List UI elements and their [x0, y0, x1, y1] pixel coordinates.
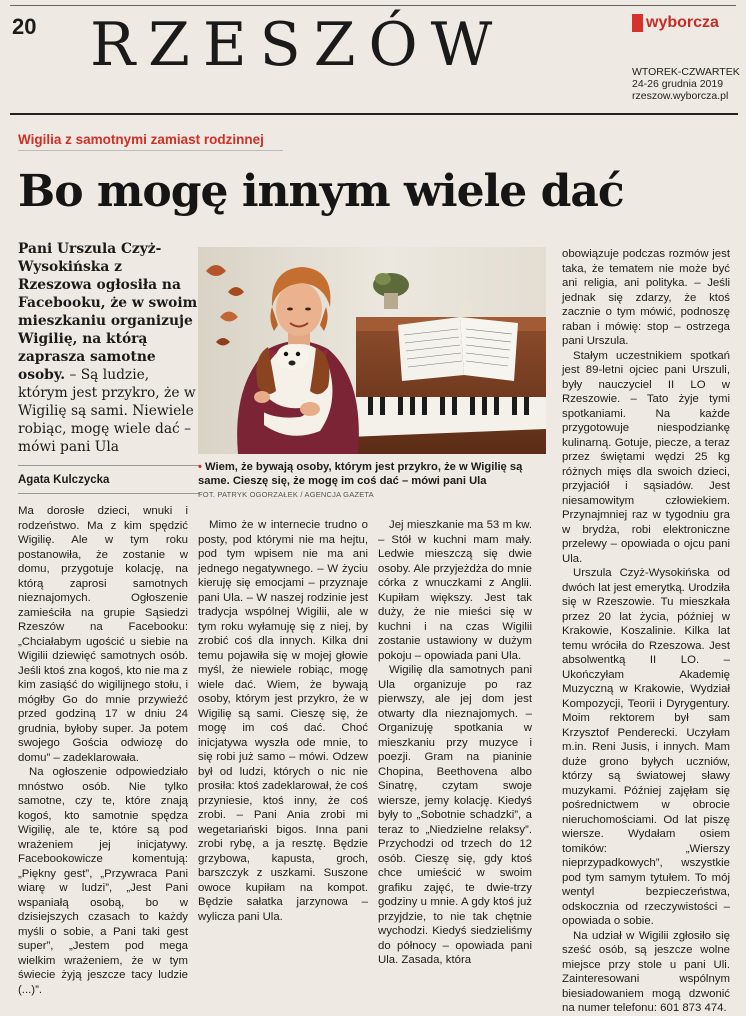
photo-caption — [198, 460, 538, 488]
date-range: 24-26 grudnia 2019 — [632, 78, 724, 90]
paragraph: Na udział w Wigilii zgłosiło się sześć osób, są jeszcze wolne miejsce przy stole u pani Uli. Zainteresowani wspólnym biesiadowaniem mogą dzwonić na numer telefonu: 601 873 474. — [562, 929, 730, 1014]
paragraph: Stałym uczestnikiem spotkań jest 89-letni ojciec pani Urszuli, były nauczyciel II LO w Rzeszowie. – Tato żyje tymi spotkaniami. Na każde przygotowuje niespodziankę kulinarną. Gotuje, piecze, a teraz przez świętami wędzi 25 kg różnych mięs dla swoich dzieci, przyjaciół i sąsiadów. Jest niesamowitym człowiekiem. Przynajmniej raz w tygodniu gra w brydża, robi elektroniczne przelewy – opowiada o ojcu pani Ula. — [562, 349, 730, 565]
text-column-3 — [378, 518, 532, 968]
masthead-title: RZESZÓW — [90, 10, 506, 80]
text-column-1 — [18, 504, 188, 997]
lead-bold: Pani Urszula Czyż-Wysokińska z Rzeszowa ogłosiła na Facebooku, że w swoim mieszkaniu organizuje Wigilię, na którą zaprasza samotne osoby. — [18, 241, 198, 383]
caption-bullet-icon: • — [198, 461, 206, 473]
lead-divider — [18, 465, 200, 466]
dateline — [632, 66, 740, 102]
kicker-underline — [18, 150, 283, 151]
text-column-2 — [198, 518, 368, 924]
paragraph: Mimo że w internecie trudno o posty, pod którymi nie ma hejtu, pod tym wpisem nie ma ani jednego negatywnego. – W życiu kieruję się emocjami – przyznaje pani Ula. – W naszej rodzinie jest tradycja wspólnej Wigilii, ale w tym roku wyłamuję się z niej, by zrobić coś dla innych. Kilka dni temu pojawiła się w mojej głowie myśl, że niewiele robiąc, mogę wiele dać. Wiem, że bywają osoby, którym jest przykro, że w Wigilię są sami. Cieszę się, że mogę im coś dać. Choć inicjatywa wyszła ode mnie, to się robi już samo – mówi. Odzew był od ludzi, których o nic nie prosiła: ktoś zadeklarował, że coś przyniesie, ktoś inny, że coś zrobi. – Pani Ania zrobi mi wegetariański bigos. Inna pani zrobi rybę, a ja resztę. Będzie grzybowa, kapusta, groch, barszczyk z uszkami. Suszone owoce kupiłam na kompot. Będzie sałatka jarzynowa – wylicza pani Ula. — [198, 519, 368, 923]
photo-credit: FOT. PATRYK OGORZAŁEK / AGENCJA GAZETA — [198, 490, 374, 499]
paragraph: Na ogłoszenie odpowiedziało mnóstwo osób. Nie tylko samotne, czy te, które znają kogoś, kto samotnie spędza Wigilię, ale te, które są pod wrażeniem jej inicjatywy. Facebookowicze komentują: „Piękny gest”, „Przywraca Pani wiarę w ludzi”, „Jest Pani wspaniałą osobą, bo w dzisiejszych czasach to każdy myśli o sobie, a Pani taki gest super”, „Jestem pod mega wielkim wrażeniem, że w tym świecie żyją jeszcze tacy ludzie (...)”. — [18, 766, 188, 996]
date-days: WTOREK-CZWARTEK — [632, 66, 740, 78]
paragraph: obowiązuje podczas rozmów jest taka, że tematem nie może być ani religia, ani polityka. – Jeśli jednak się zdarzy, że ktoś zacznie o tym mówić, podnoszę raban i mówię: stop – ostrzega pani Urszula. — [562, 248, 730, 347]
site-url: rzeszow.wyborcza.pl — [632, 90, 729, 102]
article-headline: Bo mogę innym wiele dać — [18, 166, 624, 217]
paragraph: Urszula Czyż-Wysokińska od dwóch lat jest emerytką. Urodziła się w Rzeszowie. Tu mieszkała przez 20 lat życia, później w Krakowie, Koszalinie. Kilka lat temu wróciła do Rzeszowa. Jest absolwentką II LO. – Ukończyłam Akademię Muzyczną w Krakowie, Wydział Kompozycji, Teorii i Dyrygentury. Moim rektorem był sam Krzysztof Penderecki. Uczyłam m.in. Reni Jusis, i innych. Mam duże grono byłych uczniów, którzy są światowej sławy muzykami. Później zajęłam się pośrednictwem w obrocie nieruchomościami. Od lat piszę wiersze. Wydałam osiem tomików: „Wierszy nieprzypadkowych”, wszystkie pod tym samym tytułem. To mój wentyl bezpieczeństwa, odskocznia od rzeczywistości – opowiada o sobie. — [562, 567, 730, 927]
photo-woman-with-dog-at-piano-icon — [198, 247, 546, 454]
caption-text: Wiem, że bywają osoby, którym jest przykro, że w Wigilię są same. Cieszę się, że mogę im coś dać – mówi pani Ula — [198, 461, 523, 487]
page-number: 20 — [12, 14, 37, 39]
paragraph: Ma dorosłe dzieci, wnuki i rodzeństwo. Ma z kim spędzić Wigilię. Ale w tym roku postanowiła, że zostanie w domu, przygotuje kolację, na którą zaprosi samotnych nieznajomych. Ogłoszenie zamieściła na grupie Sąsiedzi Rzeszów na Facebooku: „Chciałabym ugościć u siebie na Wigilii dziewięć samotnych osób. Jeśli ktoś zna kogoś, kto nie ma z kim zasiąść do wigilijnego stołu, i mógłby Go do mnie przywieźć przed godziną 17 w dniu 24 grudnia, byłoby super. Ja potem swojego Gościa odwiozę do domu” – zadeklarowała. — [18, 505, 188, 764]
byline-divider — [18, 493, 200, 494]
header-top-rule — [10, 5, 736, 6]
brand-logo — [632, 14, 719, 32]
lead-rest: – Są ludzie, którym jest przykro, że w Wigilię są sami. Niewiele robiąc, mogę wiele dać – mówi pani Ula — [18, 367, 196, 455]
paragraph: Jej mieszkanie ma 53 m kw. – Stół w kuchni mam mały. Ledwie mieszczą się dwie osoby. Ale przyjeżdża do mnie córka z wnuczkami z Anglii. Kupiłam większy. Jest tak duży, że nie mieści się w kuchni i na czas Wigilii zostanie ustawiony w dużym pokoju – opowiada pani Ula. — [378, 519, 532, 662]
wyborcza-logo-mark-icon — [632, 14, 643, 32]
header-divider — [10, 113, 738, 115]
text-column-4 — [562, 247, 730, 1016]
brand-name: wyborcza — [646, 14, 719, 31]
paragraph: Wigilię dla samotnych pani Ula organizuje po raz pierwszy, ale jej dom jest otwarty dla nieznajomych. – Organizuję spotkania w mieszkaniu przy muzyce i poezji. Gram na pianinie Chopina, Beethovena albo Sinatrę, czytam swoje wiersze, jemy kolację. Kiedyś były to „Sobotnie schadzki”, a teraz to „Niedzielne relaksy”. Przychodzi od trzech do 12 osób. Cieszę się, gdy ktoś chce umieścić w swoim grafiku zajęć, te dwie-trzy godziny u mnie. A gdy ktoś już przyjdzie, to nie tak chętnie wychodzi. Kiedyś siedzieliśmy do północy – opowiada pani Ula. Zasada, która — [378, 664, 532, 966]
author-byline: Agata Kulczycka — [18, 474, 110, 486]
article-kicker: Wigilia z samotnymi zamiast rodzinnej — [18, 132, 264, 147]
article-lead — [18, 240, 198, 456]
